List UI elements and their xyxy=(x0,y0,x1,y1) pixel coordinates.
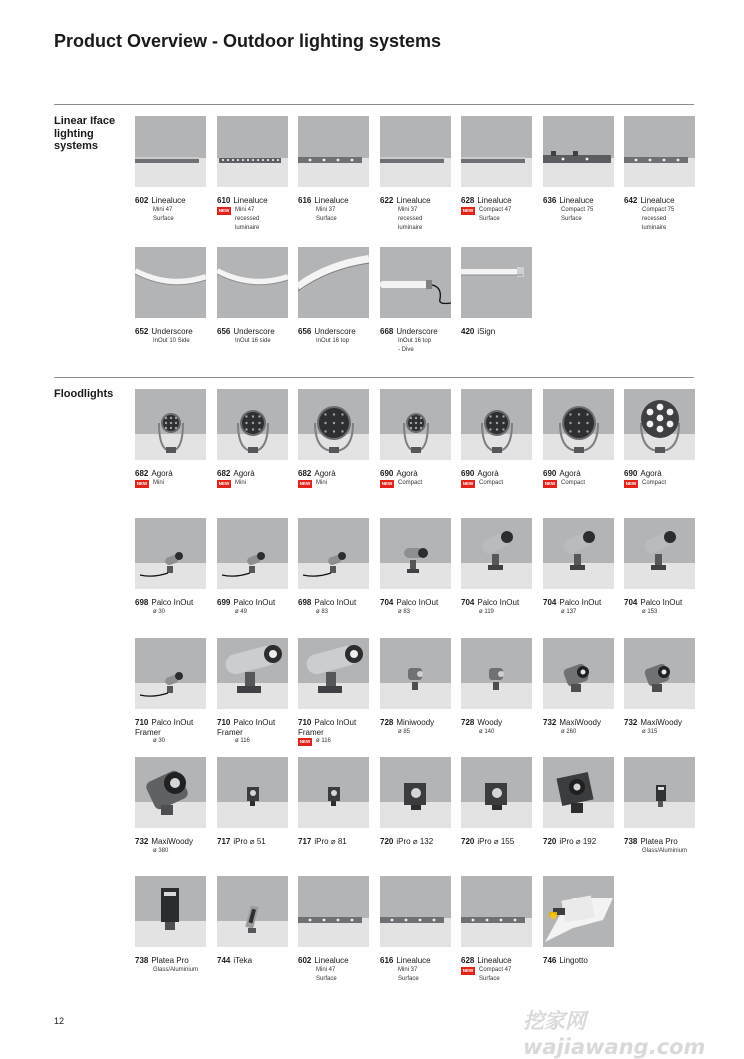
new-badge: NEW xyxy=(381,480,393,486)
product-name: Underscore xyxy=(396,327,438,336)
iteka-icon xyxy=(217,876,288,947)
product-variant-text: Compact xyxy=(561,479,586,486)
framer-big-icon xyxy=(298,638,369,709)
product-caption xyxy=(135,327,206,346)
product-variant-text: InOut 10 Side xyxy=(153,337,190,344)
spot-cable-icon xyxy=(217,518,288,589)
product-name: Palco InOut xyxy=(151,598,194,607)
ipro-box-icon xyxy=(461,757,532,828)
platea-large-icon xyxy=(135,876,206,947)
product-caption xyxy=(217,196,288,233)
product-name: iPro ⌀ 132 xyxy=(396,837,434,846)
product-variant-text: Compact 75 recessed luminaire xyxy=(642,206,675,231)
product-variant-text: ø 119 xyxy=(479,608,494,615)
woody-large-icon xyxy=(135,757,206,828)
new-badge: NEW xyxy=(218,207,230,213)
product-variant xyxy=(461,608,532,617)
product-variant-text: Glass/Aluminium xyxy=(642,847,688,854)
spot-small-icon xyxy=(380,518,451,589)
product-variant-text: ø 49 xyxy=(235,608,248,615)
product-code: 682 xyxy=(298,469,312,478)
product-caption xyxy=(135,196,206,224)
product-variant xyxy=(624,847,695,856)
ipro-small-icon xyxy=(298,757,369,828)
linear-bar-dots-icon xyxy=(461,876,532,947)
product-code: 710 xyxy=(298,718,312,727)
product-name: iTeka xyxy=(233,956,253,965)
curve-strip-wide-icon xyxy=(298,247,369,318)
product-code: 699 xyxy=(217,598,231,607)
product-variant xyxy=(135,737,206,746)
ipro-large-icon xyxy=(543,757,614,828)
product-variant-text: Glass/Aluminium xyxy=(153,966,199,973)
product-variant-text: InOut 16 top xyxy=(316,337,350,344)
product-code: 738 xyxy=(135,956,149,965)
product-caption xyxy=(298,718,369,746)
product-code: 704 xyxy=(624,598,638,607)
spot-long-icon xyxy=(543,518,614,589)
product-code: 744 xyxy=(217,956,231,965)
product-code: 732 xyxy=(543,718,557,727)
product-name: Underscore xyxy=(151,327,193,336)
new-badge: NEW xyxy=(462,207,474,213)
product-name: Platea Pro xyxy=(151,956,189,965)
product-code: 656 xyxy=(298,327,312,336)
curve-strip-icon xyxy=(135,247,206,318)
product-code: 738 xyxy=(624,837,638,846)
product-variant-text: ø 315 xyxy=(642,728,658,735)
product-code: 628 xyxy=(461,196,475,205)
woody-tilted-icon xyxy=(624,638,695,709)
product-variant xyxy=(298,608,369,617)
product-caption xyxy=(624,718,695,737)
product-name: Palco InOut xyxy=(233,598,276,607)
product-code: 732 xyxy=(135,837,149,846)
product-caption xyxy=(217,598,288,617)
product-variant-text: Compact 47 Surface xyxy=(479,966,512,982)
framer-big-icon xyxy=(217,638,288,709)
curve-strip-icon xyxy=(217,247,288,318)
product-variant xyxy=(298,966,369,984)
product-variant xyxy=(380,608,451,617)
product-caption xyxy=(461,598,532,617)
new-badge: NEW xyxy=(218,480,230,486)
new-badge: NEW xyxy=(462,967,474,973)
product-name: iPro ⌀ 81 xyxy=(314,837,347,846)
product-caption xyxy=(461,837,532,847)
product-variant-text: Mini xyxy=(235,479,247,486)
product-code: 616 xyxy=(298,196,312,205)
product-name: Linealuce xyxy=(477,956,512,965)
product-variant-text: InOut 16 top - Dive xyxy=(398,337,432,353)
product-caption xyxy=(217,956,288,966)
product-variant-text: Compact xyxy=(398,479,423,486)
product-caption xyxy=(135,469,206,488)
watermark: 挖家网 wajiawang.com xyxy=(523,1009,706,1059)
product-code: 720 xyxy=(461,837,475,846)
product-caption xyxy=(543,196,614,224)
new-badge: NEW xyxy=(462,480,474,486)
product-variant xyxy=(461,966,532,984)
product-variant-text: Mini xyxy=(153,479,165,486)
product-variant xyxy=(298,479,369,488)
spot-cable-icon xyxy=(135,518,206,589)
product-name: Woody xyxy=(477,718,503,727)
product-variant-text: Mini xyxy=(316,479,328,486)
product-name: Palco InOut xyxy=(314,598,357,607)
product-variant xyxy=(543,479,614,488)
platea-small-icon xyxy=(624,757,695,828)
product-code: 746 xyxy=(543,956,557,965)
product-name: Palco InOut xyxy=(559,598,602,607)
product-caption xyxy=(461,327,532,337)
product-caption xyxy=(543,837,614,847)
product-variant-text: Compact 47 Surface xyxy=(479,206,512,222)
product-variant xyxy=(217,337,288,346)
linear-bar-dots-icon xyxy=(298,876,369,947)
spot-cable-icon xyxy=(298,518,369,589)
product-variant-text: ø 116 xyxy=(235,738,250,744)
product-name: iSign xyxy=(477,327,496,336)
product-variant-text: ø 30 xyxy=(153,608,166,615)
product-code: 698 xyxy=(135,598,149,607)
product-variant xyxy=(380,479,451,488)
product-name: Agorà xyxy=(233,469,255,478)
product-caption xyxy=(380,469,451,488)
product-caption xyxy=(461,718,532,737)
product-code: 652 xyxy=(135,327,149,336)
product-code: 602 xyxy=(135,196,149,205)
product-caption xyxy=(624,598,695,617)
spot-cable-icon xyxy=(135,638,206,709)
product-code: 656 xyxy=(217,327,231,336)
product-code: 717 xyxy=(217,837,231,846)
linear-bar-dots-icon xyxy=(380,876,451,947)
product-name: Linealuce xyxy=(559,196,594,205)
product-caption xyxy=(380,598,451,617)
product-variant xyxy=(380,206,451,234)
product-name: Linealuce xyxy=(233,196,268,205)
product-code: 616 xyxy=(380,956,394,965)
linear-bar-dots-icon xyxy=(624,116,695,187)
product-code: 642 xyxy=(624,196,638,205)
product-variant xyxy=(461,728,532,737)
round-flood-s-icon xyxy=(380,389,451,460)
product-variant xyxy=(217,608,288,617)
section-label-linear: Linear Iface lighting systems xyxy=(54,115,116,152)
product-code: 682 xyxy=(135,469,149,478)
linear-bar-icon xyxy=(380,116,451,187)
product-name: Linealuce xyxy=(396,196,431,205)
product-variant-text: ø 85 xyxy=(398,728,411,735)
section-divider xyxy=(54,104,694,105)
product-name: Miniwoody xyxy=(396,718,435,727)
product-variant xyxy=(135,337,206,346)
product-variant xyxy=(298,737,369,746)
product-variant xyxy=(217,737,288,746)
product-code: 728 xyxy=(380,718,394,727)
product-caption xyxy=(298,469,369,488)
linear-bar-icon xyxy=(461,116,532,187)
woody-tilted-icon xyxy=(543,638,614,709)
spot-long-icon xyxy=(624,518,695,589)
product-name: Linealuce xyxy=(477,196,512,205)
product-variant-text: Compact xyxy=(479,479,504,486)
product-variant xyxy=(298,337,369,346)
product-name: Palco InOut xyxy=(477,598,520,607)
product-caption xyxy=(135,718,206,746)
product-name: Linealuce xyxy=(640,196,675,205)
round-flood-l-icon xyxy=(298,389,369,460)
product-name: Lingotto xyxy=(559,956,588,965)
product-variant xyxy=(624,608,695,617)
product-code: 420 xyxy=(461,327,475,336)
product-name: Linealuce xyxy=(314,956,349,965)
product-caption xyxy=(624,469,695,488)
product-caption xyxy=(624,837,695,856)
product-name: Palco InOut Framer xyxy=(298,718,357,737)
product-name: Palco InOut Framer xyxy=(217,718,276,737)
product-variant-text: ø 83 xyxy=(316,608,329,615)
product-caption xyxy=(298,956,369,984)
product-variant-text: ø 153 xyxy=(642,608,658,615)
product-caption xyxy=(543,718,614,737)
product-code: 710 xyxy=(217,718,231,727)
product-variant-text: ø 83 xyxy=(398,608,411,615)
product-code: 732 xyxy=(624,718,638,727)
product-variant xyxy=(135,847,206,856)
tube-cable-icon xyxy=(380,247,451,318)
product-variant-text: Mini 37 Surface xyxy=(316,206,337,222)
product-variant-text: ø 137 xyxy=(561,608,577,615)
product-variant-text: Compact xyxy=(642,479,667,486)
product-name: MaxiWoody xyxy=(640,718,683,727)
new-badge: NEW xyxy=(299,480,311,486)
product-variant xyxy=(624,206,695,234)
product-code: 690 xyxy=(543,469,557,478)
product-code: 682 xyxy=(217,469,231,478)
product-code: 668 xyxy=(380,327,394,336)
product-caption xyxy=(217,837,288,847)
product-name: Platea Pro xyxy=(640,837,678,846)
product-variant xyxy=(543,728,614,737)
product-variant xyxy=(217,479,288,488)
round-flood-l-icon xyxy=(543,389,614,460)
product-variant xyxy=(543,608,614,617)
product-code: 704 xyxy=(380,598,394,607)
product-variant xyxy=(461,206,532,224)
linear-bar-dots-icon xyxy=(298,116,369,187)
product-caption xyxy=(217,718,288,746)
product-variant xyxy=(380,728,451,737)
product-variant-text: InOut 16 side xyxy=(235,337,271,344)
product-variant xyxy=(135,479,206,488)
product-name: MaxiWoody xyxy=(559,718,602,727)
product-code: 622 xyxy=(380,196,394,205)
product-name: Palco InOut Framer xyxy=(135,718,194,737)
product-variant xyxy=(380,966,451,984)
product-code: 704 xyxy=(543,598,557,607)
product-caption xyxy=(380,196,451,233)
product-name: Agorà xyxy=(559,469,581,478)
ipro-box-icon xyxy=(380,757,451,828)
product-name: Linealuce xyxy=(151,196,186,205)
product-variant xyxy=(624,728,695,737)
linear-bracket-icon xyxy=(543,116,614,187)
page-title: Product Overview - Outdoor lighting systems xyxy=(54,31,442,51)
product-name: Agorà xyxy=(396,469,418,478)
product-code: 690 xyxy=(461,469,475,478)
product-variant-text: ø 260 xyxy=(561,728,577,735)
new-badge: NEW xyxy=(544,480,556,486)
product-variant-text: ø 116 xyxy=(316,738,331,744)
product-variant xyxy=(135,206,206,224)
linear-recessed-icon xyxy=(217,116,288,187)
product-name: Underscore xyxy=(233,327,275,336)
product-name: Palco InOut xyxy=(396,598,439,607)
product-caption xyxy=(217,327,288,346)
product-caption xyxy=(298,327,369,346)
woody-small-icon xyxy=(380,638,451,709)
product-name: Palco InOut xyxy=(640,598,683,607)
product-name: iPro ⌀ 51 xyxy=(233,837,266,846)
product-caption xyxy=(135,598,206,617)
product-caption xyxy=(380,956,451,984)
product-code: 636 xyxy=(543,196,557,205)
product-name: Agorà xyxy=(640,469,662,478)
product-variant-text: ø 140 xyxy=(479,728,495,735)
product-variant xyxy=(380,337,451,355)
page-number: 12 xyxy=(54,1016,65,1026)
product-variant-text: ø 380 xyxy=(153,847,169,854)
product-code: 704 xyxy=(461,598,475,607)
product-caption xyxy=(217,469,288,488)
sign-tube-icon xyxy=(461,247,532,318)
product-name: Agorà xyxy=(151,469,173,478)
product-variant xyxy=(543,206,614,224)
linear-bar-icon xyxy=(135,116,206,187)
product-caption xyxy=(461,469,532,488)
product-caption xyxy=(298,196,369,224)
product-variant-text: Mini 47 recessed luminaire xyxy=(235,206,260,231)
product-name: iPro ⌀ 192 xyxy=(559,837,597,846)
product-code: 690 xyxy=(380,469,394,478)
new-badge: NEW xyxy=(136,480,148,486)
product-caption xyxy=(624,196,695,233)
product-caption xyxy=(543,956,614,966)
product-variant-text: Mini 47 Surface xyxy=(153,206,174,222)
product-code: 602 xyxy=(298,956,312,965)
product-caption xyxy=(298,598,369,617)
product-variant-text: Mini 37 recessed luminaire xyxy=(398,206,423,231)
round-flood-s-icon xyxy=(135,389,206,460)
product-name: iPro ⌀ 155 xyxy=(477,837,515,846)
product-name: Underscore xyxy=(314,327,356,336)
section-label-floodlights: Floodlights xyxy=(54,388,114,400)
woody-small-icon xyxy=(461,638,532,709)
product-variant xyxy=(217,206,288,234)
product-variant xyxy=(461,479,532,488)
product-name: MaxiWoody xyxy=(151,837,194,846)
product-variant-text: Mini 47 Surface xyxy=(316,966,337,982)
product-caption xyxy=(380,327,451,355)
round-flood-led-icon xyxy=(624,389,695,460)
product-code: 690 xyxy=(624,469,638,478)
product-variant xyxy=(298,206,369,224)
new-badge: NEW xyxy=(299,739,311,744)
product-code: 717 xyxy=(298,837,312,846)
product-code: 710 xyxy=(135,718,149,727)
product-variant xyxy=(135,966,206,975)
product-code: 728 xyxy=(461,718,475,727)
product-variant xyxy=(624,479,695,488)
product-code: 698 xyxy=(298,598,312,607)
product-variant-text: Mini 37 Surface xyxy=(398,966,419,982)
product-name: Linealuce xyxy=(314,196,349,205)
product-name: Agorà xyxy=(477,469,499,478)
product-caption xyxy=(461,196,532,224)
section-divider xyxy=(54,377,694,378)
product-caption xyxy=(298,837,369,847)
product-caption xyxy=(380,837,451,847)
product-caption xyxy=(461,956,532,984)
product-name: Agorà xyxy=(314,469,336,478)
round-flood-m-icon xyxy=(461,389,532,460)
product-caption xyxy=(543,469,614,488)
product-code: 628 xyxy=(461,956,475,965)
round-flood-m-icon xyxy=(217,389,288,460)
product-caption xyxy=(543,598,614,617)
product-caption xyxy=(135,956,206,975)
product-caption xyxy=(135,837,206,856)
product-name: Linealuce xyxy=(396,956,431,965)
new-badge: NEW xyxy=(625,480,637,486)
product-code: 720 xyxy=(543,837,557,846)
product-variant-text: ø 30 xyxy=(153,738,166,744)
ipro-small-icon xyxy=(217,757,288,828)
product-code: 720 xyxy=(380,837,394,846)
spot-long-icon xyxy=(461,518,532,589)
product-variant-text: Compact 75 Surface xyxy=(561,206,594,222)
lingotto-icon xyxy=(543,876,614,947)
product-caption xyxy=(380,718,451,737)
product-code: 610 xyxy=(217,196,231,205)
product-variant xyxy=(135,608,206,617)
